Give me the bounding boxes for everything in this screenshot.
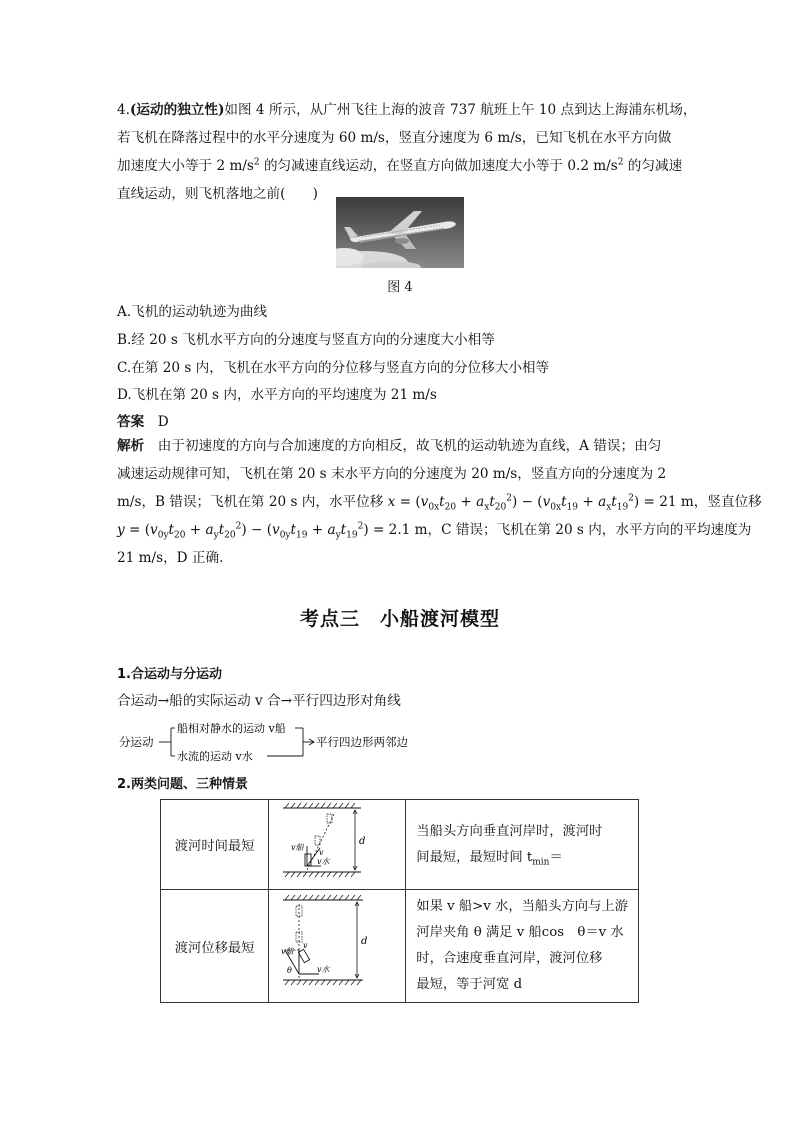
stem-line-2: 若飞机在降落过程中的水平分速度为 60 m/s，竖直分速度为 6 m/s，已知飞机在水平方向做 [117, 130, 672, 146]
stem-line-4: 直线运动，则飞机落地之前( ) [117, 186, 318, 202]
svg-text:v水: v水 [317, 964, 330, 974]
diagram-top-branch: 船相对静水的运动 v船 [177, 722, 286, 735]
stem-line-1: 4.(运动的独立性)如图 4 所示，从广州飞往上海的波音 737 航班上午 10 点到达上海浦东机场， [117, 102, 697, 118]
min-displacement-diagram [269, 892, 405, 997]
row1-name: 渡河时间最短 [161, 800, 269, 890]
table-row [161, 800, 639, 890]
option-a: A.飞机的运动轨迹为曲线 [117, 304, 268, 320]
airplane-photo [336, 197, 464, 268]
row2-description: 如果 v 船>v 水，当船头方向与上游 河岸夹角 θ 满足 v 船cos θ＝v 水 时，合速度垂直河岸，渡河位移 最短，等于河宽 d [406, 890, 639, 1003]
scenario-table [160, 799, 639, 1003]
analysis: 解析 由于初速度的方向与合加速度的方向相反，故飞机的运动轨迹为直线，A 错误；由匀 减速运动规律可知，飞机在第 20 s 末水平方向的分速度为 20 m/s，竖直方向的分速度为 2 m/s，B 错误；飞机在第 20 s 内，水平位移 $x = (v_{0x}t_{20} + a_xt_{20}^2) - (v_{0x}t_{19} + a_xt_{19}^2) = 21$ m，竖直位移 $y = (v_{0y}t_{20} + a_yt_{20}^2) - (v_{0y}t_{19} + a_yt_{19}^2) = 2.1$ m，C 错误；飞机在第 20 s 内，水平方向的平均速度为 21 m/s，D 正确. [117, 438, 762, 566]
svg-text:v水: v水 [317, 857, 330, 866]
row1-diagram-cell [269, 800, 406, 890]
svg-text:d: d [361, 935, 368, 947]
problem-number: 4. [117, 102, 130, 118]
svg-text:v船: v船 [281, 946, 294, 956]
diagram-bottom-branch: 水流的运动 v水 [177, 750, 253, 763]
svg-text:v: v [319, 848, 324, 857]
stem-line-3: 加速度大小等于 2 $m/s^2$ 的匀减速直线运动，在竖直方向做加速度大小等于 0.2 $m/s^2$ 的匀减速 [117, 157, 683, 174]
table-row [161, 890, 639, 1003]
problem-stem [117, 96, 697, 208]
option-b: B.经 20 s 飞机水平方向的分速度与竖直方向的分速度大小相等 [117, 332, 495, 348]
row2-name: 渡河位移最短 [161, 890, 269, 1003]
option-d: D.飞机在第 20 s 内，水平方向的平均速度为 21 m/s [117, 387, 437, 403]
svg-text:v: v [303, 940, 308, 950]
diagram-left-label: 分运动 [119, 735, 154, 749]
section-title: 考点三 小船渡河模型 [299, 608, 500, 630]
problem-tag: (运动的独立性) [129, 102, 225, 118]
figure-caption: 图 4 [387, 280, 413, 295]
part2-heading: 2.两类问题、三种情景 [117, 777, 248, 792]
svg-text:v船: v船 [291, 843, 304, 852]
row2-diagram-cell [269, 890, 406, 1003]
svg-text:θ: θ [287, 965, 293, 975]
row1-description: 当船头方向垂直河岸时，渡河时 间最短，最短时间 $t_{min}=$ [406, 800, 639, 890]
min-time-diagram [269, 800, 405, 885]
option-c: C.在第 20 s 内，飞机在水平方向的分位移与竖直方向的分位移大小相等 [117, 360, 550, 376]
answer: 答案 D [117, 414, 169, 430]
svg-text:d: d [359, 836, 366, 847]
part1-line: 合运动→船的实际运动 v 合→平行四边形对角线 [117, 693, 401, 709]
decomposition-diagram [117, 716, 427, 766]
part1-heading: 1.合运动与分运动 [117, 667, 222, 682]
analysis-label: 解析 [117, 438, 145, 454]
diagram-right-label: 平行四边形两邻边 [316, 735, 408, 749]
